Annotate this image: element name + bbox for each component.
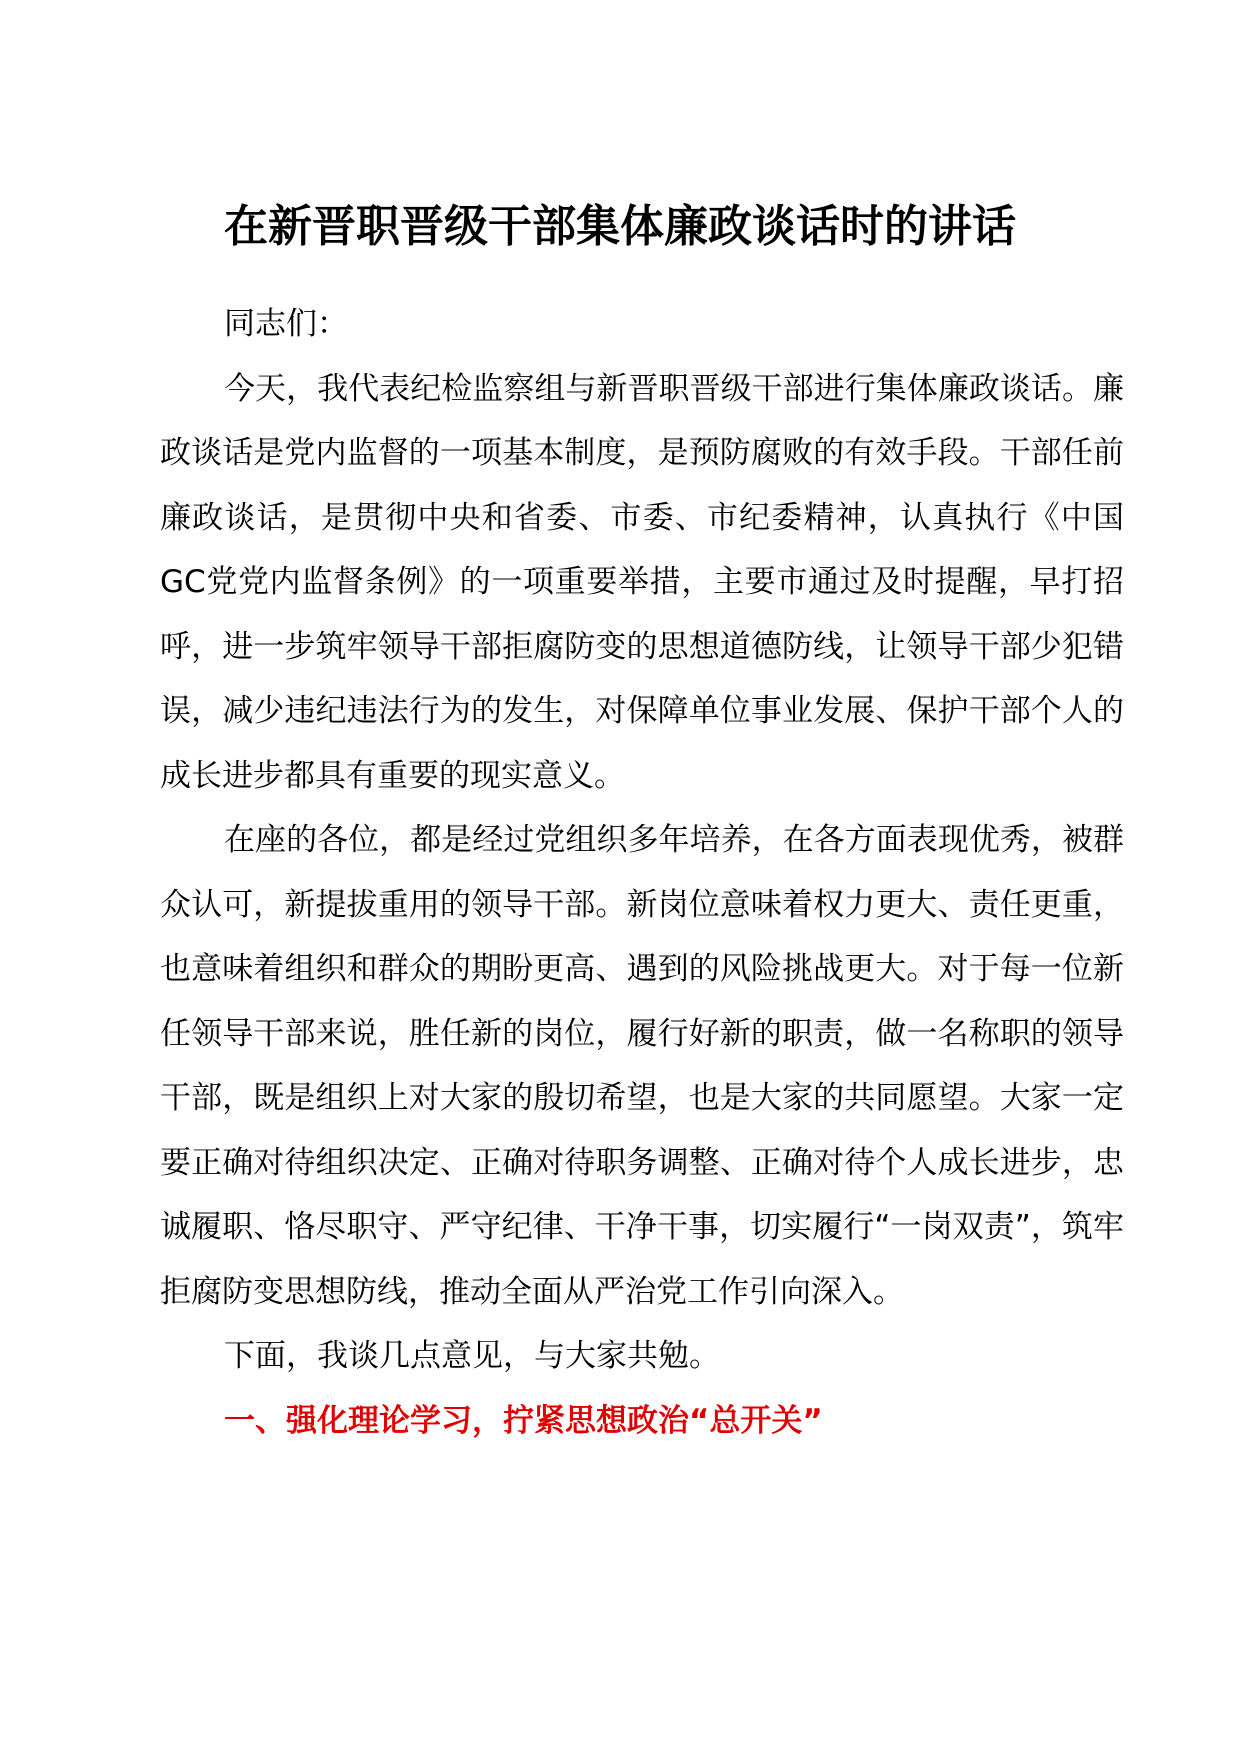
document-title: 在新晋职晋级干部集体廉政谈话时的讲话 [224, 201, 1016, 252]
document-body [160, 292, 1124, 1453]
paragraph-transition: 下面，我谈几点意见，与大家共勉。 [224, 1338, 720, 1374]
paragraph-intro: 今天，我代表纪检监察组与新晋职晋级干部进行集体廉政谈话。廉政谈话是党内监督的一项基本制度，是预防腐败的有效手段。干部任前廉政谈话，是贯彻中央和省委、市委、市纪委精神，认真执行《中国GC党党内监督条例》的一项重要举措，主要市通过及时提醒，早打招呼，进一步筑牢领导干部拒腐防变的思想道德防线，让领导干部少犯错误，减少违纪违法行为的发生，对保障单位事业发展、保护干部个人的成长进步都具有重要的现实意义。 [160, 370, 1124, 794]
section-heading: 一、强化理论学习，拧紧思想政治“总开关” [224, 1402, 823, 1439]
paragraph-expectations: 在座的各位，都是经过党组织多年培养，在各方面表现优秀，被群众认可，新提拔重用的领导干部。新岗位意味着权力更大、责任更重，也意味着组织和群众的期盼更高、遇到的风险挑战更大。对于每一位新任领导干部来说，胜任新的岗位，履行好新的职责，做一名称职的领导干部，既是组织上对大家的殷切希望，也是大家的共同愿望。大家一定要正确对待组织决定、正确对待职务调整、正确对待个人成长进步，忠诚履职、恪尽职守、严守纪律、干净干事，切实履行“一岗双责”，筑牢拒腐防变思想防线，推动全面从严治党工作引向深入。 [160, 822, 1124, 1310]
greeting: 同志们： [224, 306, 348, 342]
